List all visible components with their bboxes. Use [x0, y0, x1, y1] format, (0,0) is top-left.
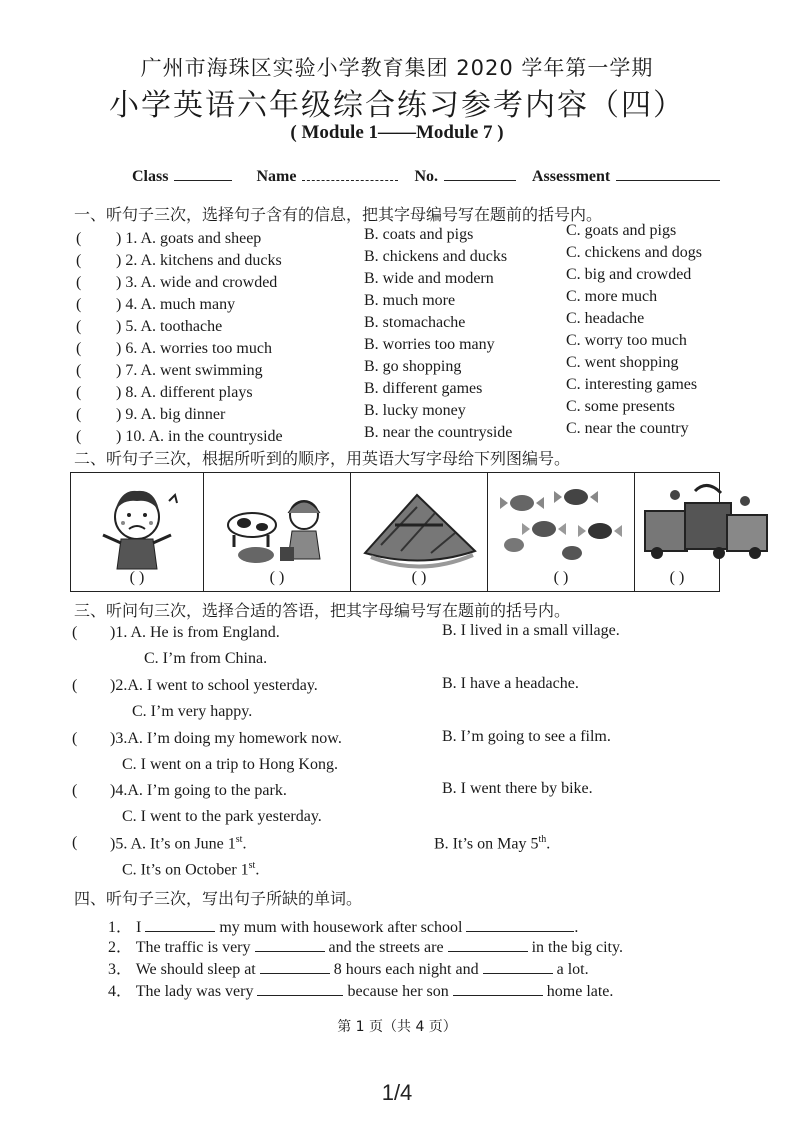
assessment-blank [616, 166, 720, 181]
s1-q7-option-b: B. go shopping [364, 358, 462, 375]
fill-blank[interactable] [257, 981, 343, 996]
picture-crowded-traffic [635, 473, 719, 591]
s3-q1-option-b: B. I lived in a small village. [442, 622, 620, 639]
s1-q6-option-c: C. worry too much [566, 332, 687, 349]
name-blank [302, 166, 398, 181]
page-title: 小学英语六年级综合练习参考内容（四） [109, 88, 685, 123]
s3-q1-option-a: )1. A. He is from England. [110, 624, 280, 641]
answer-paren-s1-1[interactable]: ( [76, 230, 82, 247]
s1-q6-option-b: B. worries too many [364, 336, 495, 353]
s1-q4-option-a: ) 4. A. much many [116, 296, 236, 313]
answer-paren-s3-3[interactable]: ( [72, 730, 78, 747]
s3-q1-option-c: C. I’m from China. [144, 650, 268, 667]
module-range: ( Module 1——Module 7 ) [290, 122, 504, 143]
s1-q4-option-b: B. much more [364, 292, 456, 309]
s1-q1-option-a: ) 1. A. goats and sheep [116, 230, 262, 247]
fill-blank[interactable] [483, 959, 553, 974]
s1-q2-option-a: ) 2. A. kitchens and ducks [116, 252, 282, 269]
s1-q3-option-b: B. wide and modern [364, 270, 494, 287]
s1-q3-option-c: C. big and crowded [566, 266, 692, 283]
picture-sick-boy [71, 473, 204, 591]
answer-slot-1[interactable]: ( ) [129, 569, 145, 586]
answer-paren-s1-9[interactable]: ( [76, 406, 82, 423]
class-blank [174, 166, 232, 181]
picture-candies [488, 473, 635, 591]
answer-paren-s3-1[interactable]: ( [72, 624, 78, 641]
page-indicator: 1/4 [381, 1080, 413, 1105]
s3-q5-option-c: C. It’s on October 1st. [122, 860, 260, 879]
s1-q2-option-b: B. chickens and ducks [364, 248, 508, 265]
s3-q5-option-a: )5. A. It’s on June 1st. [110, 834, 247, 853]
s3-q5-option-b: B. It’s on May 5th. [434, 834, 551, 853]
answer-slot-3[interactable]: ( ) [411, 569, 427, 586]
s1-q1-option-c: C. goats and pigs [566, 222, 677, 239]
answer-paren-s3-4[interactable]: ( [72, 782, 78, 799]
answer-slot-4[interactable]: ( ) [553, 569, 569, 586]
s1-q5-option-b: B. stomachache [364, 314, 466, 331]
s1-q8-option-a: ) 8. A. different plays [116, 384, 253, 401]
section2-heading: 二、听句子三次，根据所听到的顺序，用英语大写字母给下列图编号。 [74, 449, 571, 468]
s4-sentence-4: 4． The lady was very because her son home late. [108, 983, 614, 1000]
answer-paren-s1-5[interactable]: ( [76, 318, 82, 335]
s1-q5-option-a: ) 5. A. toothache [116, 318, 223, 335]
class-label: Class [132, 168, 169, 185]
no-blank [444, 166, 516, 181]
answer-paren-s1-3[interactable]: ( [76, 274, 82, 291]
fill-blank[interactable] [448, 937, 528, 952]
picture-rice-dumpling [351, 473, 488, 591]
s1-q10-option-b: B. near the countryside [364, 424, 513, 441]
fill-blank[interactable] [453, 981, 543, 996]
s1-q7-option-c: C. went shopping [566, 354, 679, 371]
student-info-line [132, 166, 726, 186]
answer-paren-s1-8[interactable]: ( [76, 384, 82, 401]
s1-q2-option-c: C. chickens and dogs [566, 244, 702, 261]
s1-q6-option-a: ) 6. A. worries too much [116, 340, 272, 357]
s3-q3-option-c: C. I went on a trip to Hong Kong. [122, 756, 338, 773]
assessment-label: Assessment [532, 168, 611, 185]
answer-paren-s1-6[interactable]: ( [76, 340, 82, 357]
school-header: 广州市海珠区实验小学教育集团 2020 学年第一学期 [140, 56, 654, 80]
s1-q8-option-b: B. different games [364, 380, 483, 397]
s4-sentence-3: 3． We should sleep at 8 hours each night and a lot. [108, 961, 589, 978]
fill-blank[interactable] [145, 917, 215, 932]
s1-q7-option-a: ) 7. A. went swimming [116, 362, 263, 379]
answer-paren-s1-4[interactable]: ( [76, 296, 82, 313]
section1-heading: 一、听句子三次，选择句子含有的信息，把其字母编号写在题前的括号内。 [74, 205, 603, 224]
no-label: No. [414, 168, 438, 185]
fill-blank[interactable] [260, 959, 330, 974]
s1-q9-option-a: ) 9. A. big dinner [116, 406, 226, 423]
page-footer: 第 1 页（共 4 页） [337, 1019, 457, 1035]
s1-q9-option-c: C. some presents [566, 398, 675, 415]
s1-q9-option-b: B. lucky money [364, 402, 466, 419]
s3-q3-option-b: B. I’m going to see a film. [442, 728, 611, 745]
answer-paren-s1-2[interactable]: ( [76, 252, 82, 269]
s1-q10-option-a: ) 10. A. in the countryside [116, 428, 283, 445]
s3-q2-option-b: B. I have a headache. [442, 675, 579, 692]
section3-heading: 三、听问句三次，选择合适的答语，把其字母编号写在题前的括号内。 [74, 601, 571, 620]
fill-blank[interactable] [255, 937, 325, 952]
section4-heading: 四、听句子三次，写出句子所缺的单词。 [74, 889, 363, 908]
s3-q3-option-a: )3.A. I’m doing my homework now. [110, 730, 342, 747]
s3-q2-option-a: )2.A. I went to school yesterday. [110, 677, 318, 694]
picture-strip [70, 472, 720, 592]
answer-paren-s1-10[interactable]: ( [76, 428, 82, 445]
answer-paren-s3-5[interactable]: ( [72, 834, 78, 851]
picture-girl-with-cows [204, 473, 351, 591]
s4-sentence-1: 1． I my mum with housework after school . [108, 919, 579, 936]
fill-blank[interactable] [466, 917, 574, 932]
s3-q4-option-c: C. I went to the park yesterday. [122, 808, 322, 825]
s3-q2-option-c: C. I’m very happy. [132, 703, 253, 720]
answer-paren-s3-2[interactable]: ( [72, 677, 78, 694]
s4-sentence-2: 2． The traffic is very and the streets are in the big city. [108, 939, 623, 956]
s3-q4-option-b: B. I went there by bike. [442, 780, 593, 797]
answer-paren-s1-7[interactable]: ( [76, 362, 82, 379]
name-label: Name [256, 168, 297, 185]
s1-q4-option-c: C. more much [566, 288, 658, 305]
answer-slot-5[interactable]: ( ) [669, 569, 685, 586]
s1-q3-option-a: ) 3. A. wide and crowded [116, 274, 278, 291]
s1-q1-option-b: B. coats and pigs [364, 226, 474, 243]
s1-q10-option-c: C. near the country [566, 420, 689, 437]
s1-q5-option-c: C. headache [566, 310, 645, 327]
s3-q4-option-a: )4.A. I’m going to the park. [110, 782, 287, 799]
answer-slot-2[interactable]: ( ) [269, 569, 285, 586]
s1-q8-option-c: C. interesting games [566, 376, 698, 393]
